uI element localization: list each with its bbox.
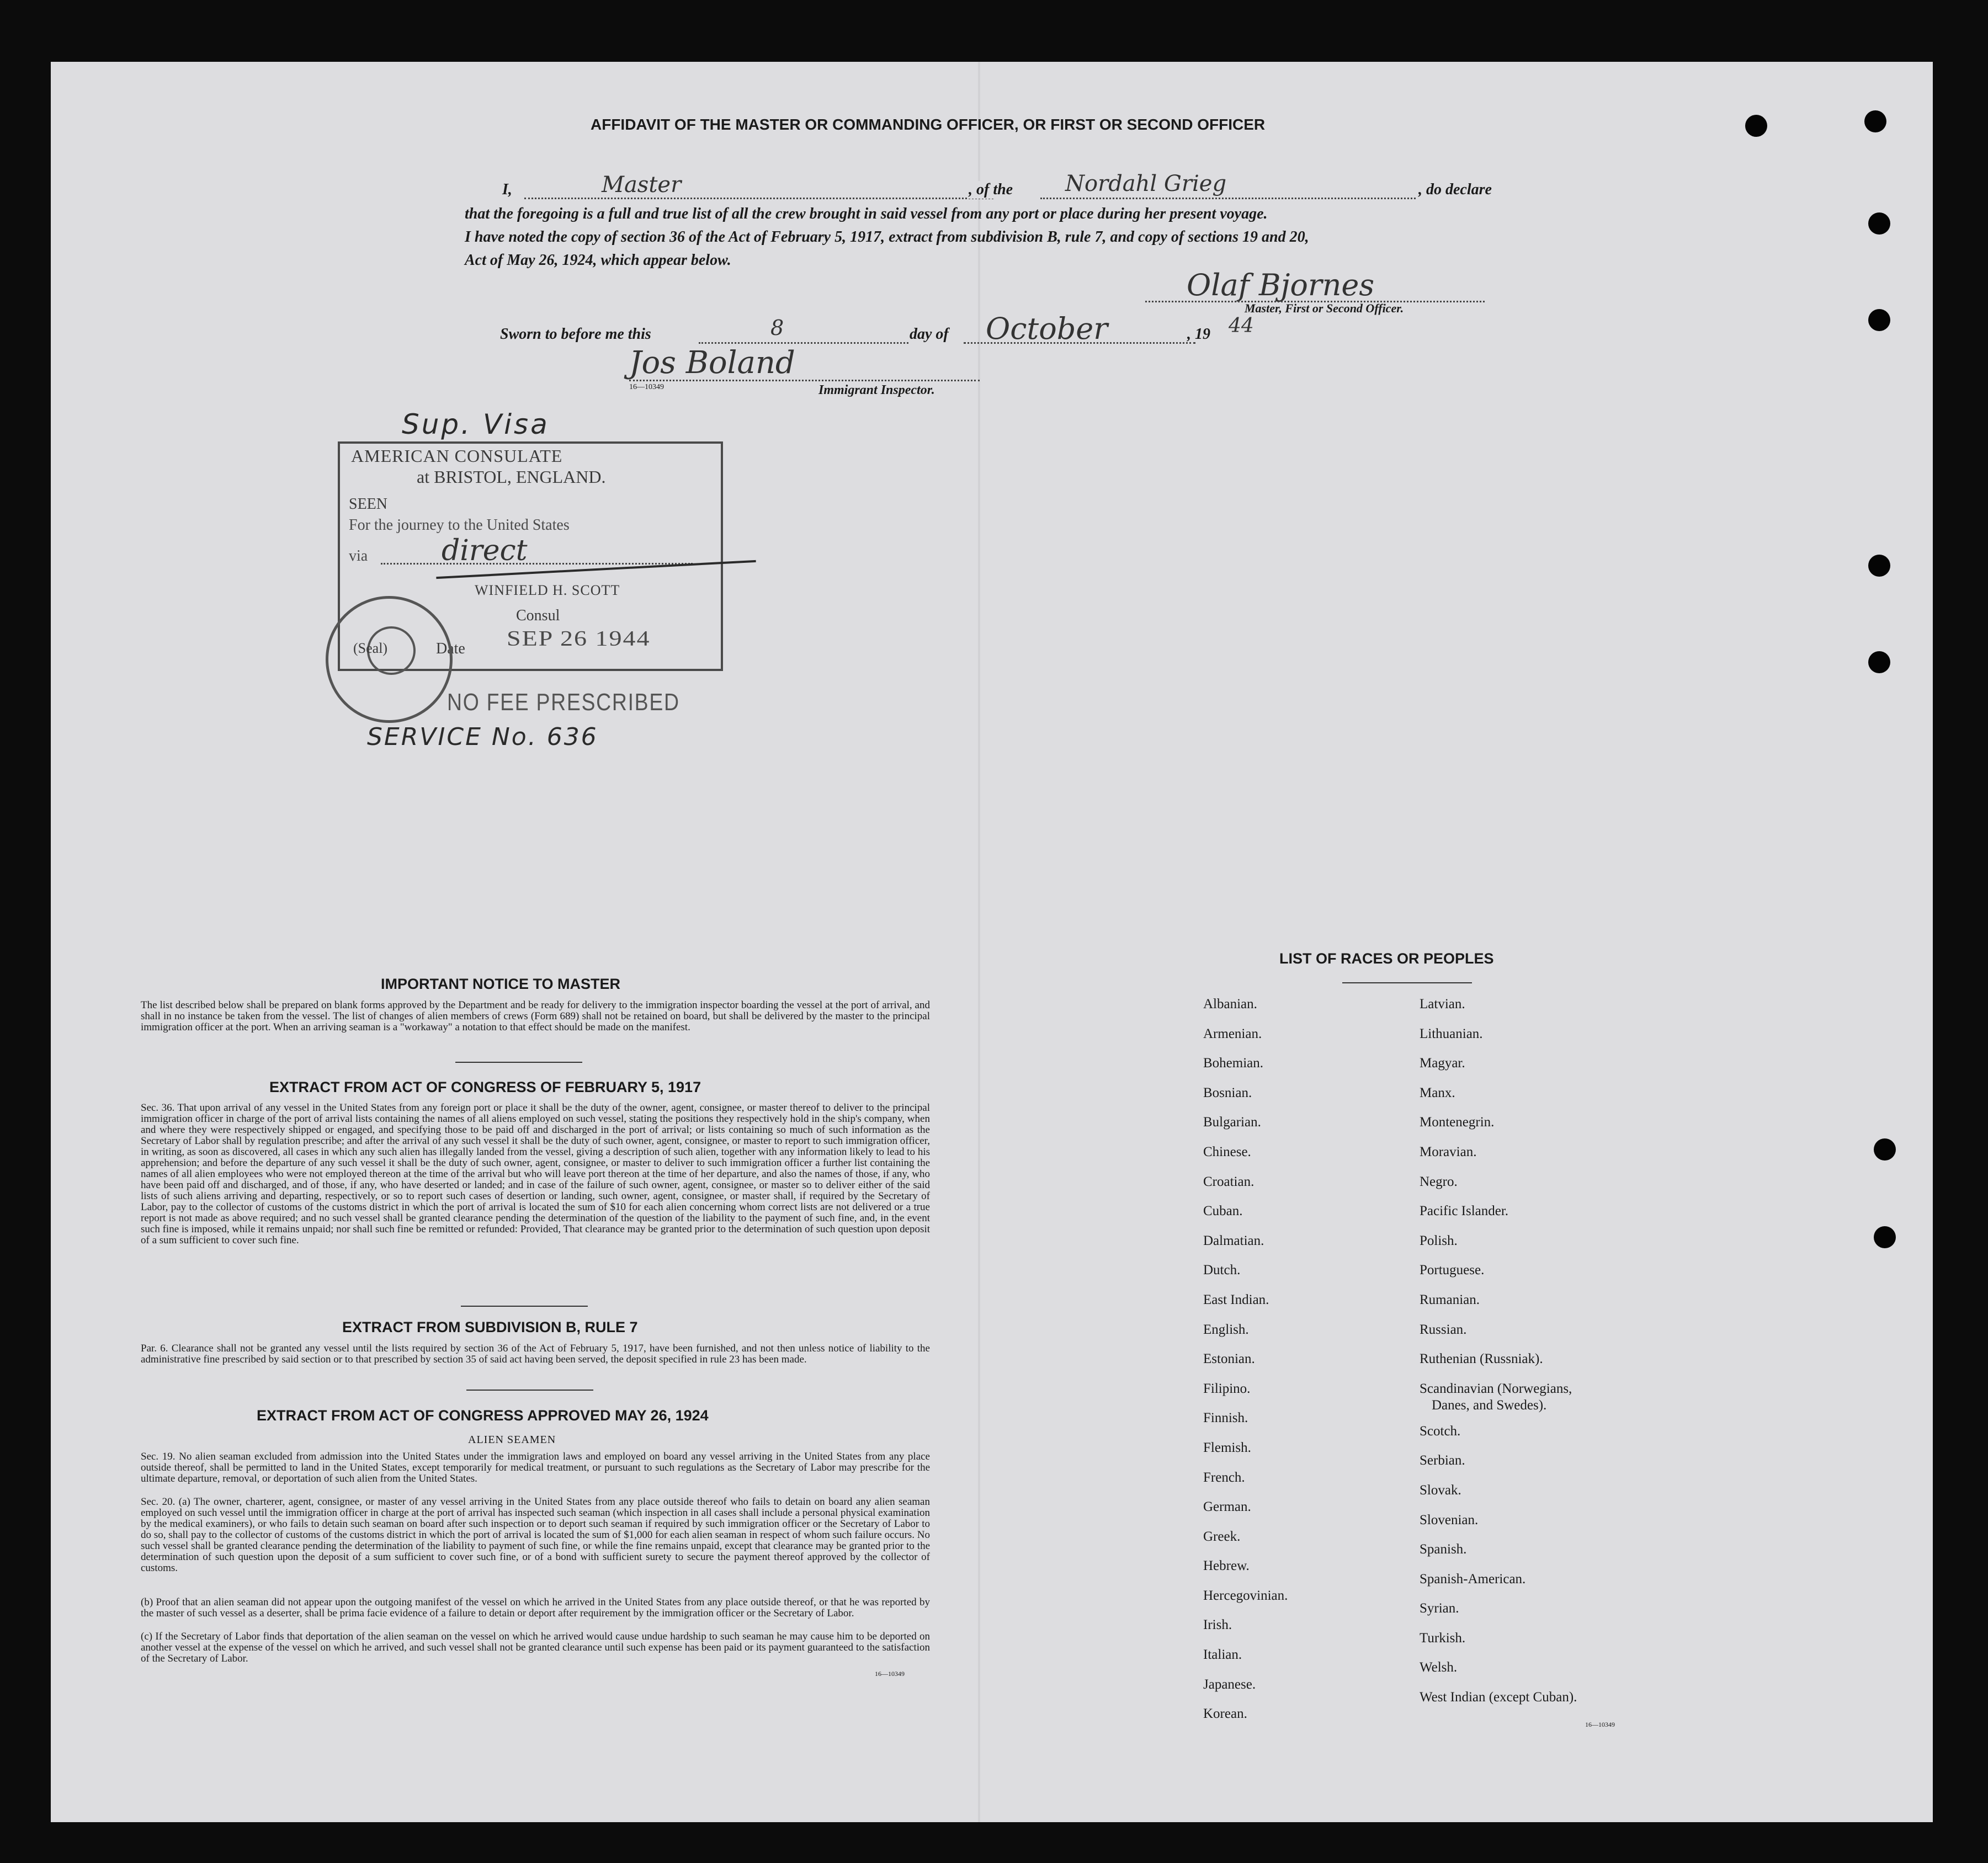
punch-hole (1745, 115, 1767, 137)
stamp-seal-label: (Seal) (353, 640, 388, 656)
inspector-line (629, 380, 980, 381)
divider (1342, 982, 1472, 983)
inspector-signature: Jos Boland (629, 345, 795, 381)
race-item: Greek. (1203, 1529, 1241, 1544)
day-of-label: day of (910, 326, 949, 343)
race-item: Danes, and Swedes). (1432, 1397, 1547, 1413)
race-item: Turkish. (1420, 1630, 1466, 1646)
race-item: Welsh. (1420, 1660, 1458, 1675)
extract-1924-sec20a: Sec. 20. (a) The owner, charterer, agent, consignee, or master of any vessel arriving in the United States from any place outside thereof who fails to detain on board any alien seaman employed on such vessel until the immigration officer in charge at the port of arrival has inspected such seaman (which inspection in all cases shall include a personal physical examination by the medical examiners), or who fails to detain such seaman on board after such inspection or to deport such seaman if required by such immigration officer or the Secretary of Labor to do so, shall pay to the collector of customs of the customs district in which the port of arrival is located the sum of $1,000 for each alien seaman in respect of whom such failure occurs. No such vessel shall be granted clearance pending the determination of the liability to payment of such fine, or while the fine remains unpaid, except that clearance may be granted prior to the determination of such question upon the deposit of a sum sufficient to cover such fine, or of a bond with sufficient surety to secure the payment thereof approved by the collector of customs. (141, 1496, 930, 1574)
races-column-1 (1203, 989, 1402, 1729)
race-item: Italian. (1203, 1647, 1242, 1663)
race-item: Lithuanian. (1420, 1026, 1483, 1041)
divider (466, 1390, 593, 1391)
race-item: Serbian. (1420, 1453, 1465, 1468)
affidavit-title: AFFIDAVIT OF THE MASTER OR COMMANDING OFFICER, OR FIRST OR SECOND OFFICER (591, 116, 1266, 133)
stamp-date-value: SEP 26 1944 (507, 626, 651, 651)
race-item: Korean. (1203, 1706, 1247, 1722)
form-number: 16—10349 (629, 383, 664, 391)
no-fee-stamp: NO FEE PRESCRIBED (447, 689, 680, 716)
of-the-label: , of the (969, 181, 1013, 198)
race-item: Ruthenian (Russniak). (1420, 1351, 1543, 1367)
race-item: Flemish. (1203, 1440, 1251, 1455)
punch-hole (1868, 309, 1890, 331)
rank-line (524, 198, 993, 199)
punch-hole (1868, 555, 1890, 577)
race-item: Hebrew. (1203, 1558, 1250, 1574)
race-item: Hercegovinian. (1203, 1588, 1288, 1603)
race-item: East Indian. (1203, 1292, 1269, 1307)
extract-1917-title: EXTRACT FROM ACT OF CONGRESS OF FEBRUARY 5, 1917 (269, 1079, 701, 1095)
race-item: Finnish. (1203, 1410, 1248, 1426)
extract-1924-sec19: Sec. 19. No alien seaman excluded from admission into the United States under the immigration laws and employed on board any vessel arriving in the United States from any place outside thereof, shall be permitted to land in the United States, except temporarily for medical treatment, or pursuant to such regulations as the Secretary of Labor may prescribe for the ultimate departure, removal, or deportation of such alien from the United States. (141, 1451, 930, 1484)
race-item: Negro. (1420, 1174, 1458, 1189)
extract-1924-title: EXTRACT FROM ACT OF CONGRESS APPROVED MAY 26, 1924 (257, 1407, 709, 1424)
race-item: Slovenian. (1420, 1512, 1479, 1527)
punch-hole (1864, 110, 1886, 132)
race-item: Latvian. (1420, 997, 1465, 1012)
race-item: Irish. (1203, 1617, 1232, 1633)
race-item: Spanish. (1420, 1542, 1467, 1557)
vessel-name: Nordahl Grieg (1065, 171, 1227, 196)
stamp-consulate-name: AMERICAN CONSULATE (351, 446, 563, 466)
race-item: Filipino. (1203, 1381, 1251, 1396)
stamp-consul-name: WINFIELD H. SCOTT (475, 582, 620, 598)
stamp-via: via (349, 547, 368, 565)
races-title: LIST OF RACES OR PEOPLES (1279, 950, 1494, 967)
race-item: Bosnian. (1203, 1085, 1252, 1100)
sworn-prefix: Sworn to before me this (500, 326, 651, 343)
race-item: Dalmatian. (1203, 1233, 1264, 1248)
race-item: German. (1203, 1499, 1251, 1515)
notice-title: IMPORTANT NOTICE TO MASTER (381, 976, 620, 992)
punch-hole (1868, 651, 1890, 673)
sworn-year: 44 (1229, 315, 1254, 337)
extract-1924-sec20b: (b) Proof that an alien seaman did not appear upon the outgoing manifest of the vessel on which he arrived in the United States from any place outside thereof, or that he was reported by the master of such vessel as a deserter, shall be prima facie evidence of a failure to detain or deport after requirement by the immigration officer or the Secretary of Labor. (141, 1596, 930, 1619)
race-item: Scotch. (1420, 1423, 1461, 1439)
extract-1924-sec20c: (c) If the Secretary of Labor finds that deportation of the alien seaman on the vessel on which he arrived would cause undue hardship to such seaman he may cause him to be deported on another vessel at the expense of the vessel on which he arrived, and such vessel shall not be granted clearance until such expense has been paid or its payment guaranteed to the satisfaction of the Secretary of Labor. (141, 1631, 930, 1664)
stamp-journey: For the journey to the United States (349, 517, 570, 534)
race-item: Japanese. (1203, 1676, 1256, 1692)
race-item: Spanish-American. (1420, 1571, 1526, 1587)
race-item: French. (1203, 1470, 1245, 1485)
extract-form-number: 16—10349 (875, 1670, 905, 1678)
punch-hole (1874, 1226, 1896, 1248)
pronoun-i: I, (502, 181, 512, 198)
race-item: Bulgarian. (1203, 1115, 1261, 1130)
stamp-consulate-place: at BRISTOL, ENGLAND. (417, 467, 606, 487)
races-column-2 (1420, 989, 1729, 1712)
inspector-caption: Immigrant Inspector. (818, 383, 935, 397)
stamp-date-label: Date (436, 640, 465, 657)
extract-1924-subtitle: ALIEN SEAMEN (468, 1434, 556, 1446)
stamp-seen: SEEN (349, 496, 387, 513)
race-item: Portuguese. (1420, 1263, 1485, 1278)
race-item: Polish. (1420, 1233, 1458, 1248)
race-item: Albanian. (1203, 997, 1257, 1012)
service-number: SERVICE No. 636 (367, 723, 598, 751)
rank-value: Master (602, 172, 682, 198)
day-line (699, 342, 908, 344)
punch-hole (1868, 212, 1890, 235)
vessel-line (1040, 198, 1416, 199)
punch-hole (1874, 1138, 1896, 1161)
race-item: Syrian. (1420, 1601, 1459, 1616)
race-item: Croatian. (1203, 1174, 1255, 1189)
extract-rule7-body: Par. 6. Clearance shall not be granted any vessel until the lists required by section 36 of the Act of February 5, 1917, have been furnished, and not then unless notice of liability to the administrative fine prescribed by said section or to that prescribed by section 35 of said act having been served, the deposit specified in rule 23 has been made. (141, 1343, 930, 1365)
affidavit-line3: I have noted the copy of section 36 of the Act of February 5, 1917, extract from subdivision B, rule 7, and copy of sections 19 and 20, (465, 228, 1309, 246)
stamp-via-value: direct (442, 534, 528, 567)
notice-body: The list described below shall be prepared on blank forms approved by the Department and be ready for delivery to the immigration inspector boarding the vessel at the port of arrival, and shall in no instance be taken from the vessel. The list of changes of alien members of crews (Form 689) shall not be retained on board, but shall be delivered by the master to the principal immigration officer at the port. When an arriving seaman is a "workaway" a notation to that effect should be made on the manifest. (141, 999, 930, 1033)
affidavit-line4: Act of May 26, 1924, which appear below. (465, 252, 731, 269)
race-item: Montenegrin. (1420, 1115, 1495, 1130)
race-item: Chinese. (1203, 1144, 1251, 1159)
divider (461, 1306, 588, 1307)
race-item: Russian. (1420, 1322, 1467, 1337)
race-item: Estonian. (1203, 1351, 1255, 1367)
race-item: Rumanian. (1420, 1292, 1480, 1307)
via-line (381, 563, 693, 565)
divider (455, 1062, 582, 1063)
stamp-consul-label: Consul (516, 607, 560, 624)
affidavit-line1 (502, 171, 1507, 203)
sup-visa-note: Sup. Visa (402, 408, 550, 440)
races-form-number: 16—10349 (1585, 1721, 1615, 1728)
extract-rule7-title: EXTRACT FROM SUBDIVISION B, RULE 7 (342, 1319, 638, 1335)
sworn-month: October (986, 311, 1108, 346)
year-prefix: , 19 (1187, 326, 1210, 343)
sworn-day: 8 (770, 316, 784, 340)
race-item: Scandinavian (Norwegians, (1420, 1381, 1572, 1396)
race-item: Cuban. (1203, 1204, 1243, 1219)
affidavit-line2: that the foregoing is a full and true list of all the crew brought in said vessel from any port or place during her present voyage. (465, 205, 1268, 222)
signature-caption: Master, First or Second Officer. (1245, 301, 1404, 315)
race-item: Moravian. (1420, 1144, 1477, 1159)
sworn-line (500, 311, 1300, 348)
race-item: West Indian (except Cuban). (1420, 1690, 1577, 1705)
race-item: Manx. (1420, 1085, 1455, 1100)
race-item: Armenian. (1203, 1026, 1262, 1041)
race-item: Magyar. (1420, 1056, 1465, 1071)
do-declare-label: , do declare (1418, 181, 1492, 198)
extract-1917-body: Sec. 36. That upon arrival of any vessel in the United States from any foreign port or place it shall be the duty of the owner, agent, consignee, or master thereof to deliver to the principal immigration officer in charge of the port of arrival lists containing the names of all aliens employed on such vessel, stating the positions they respectively hold in the ship's company, when and where they were respectively shipped or engaged, and specifying those to be paid off and discharged in the port of arrival; or lists containing so much of such information as the Secretary of Labor shall by regulation prescribe; and after the arrival of any such vessel it shall be the duty of such owner, agent, consignee, or master to report to such immigration officer, in writing, as soon as discovered, all cases in which any such alien has illegally landed from the vessel, giving a description of such alien, together with any information likely to lead to his apprehension; and before the departure of any such vessel it shall be the duty of such owner, agent, consignee, or master to deliver to such immigration officer a further list containing the names of all alien employees who were not employed thereon at the time of the arrival but who will leave port thereon at the time of her departure, and also the names of those, if any, who have been paid off and discharged, and of those, if any, who have deserted or landed; and in case of the failure of such owner, agent, consignee, or master so to deliver either of the said lists of such aliens arriving and departing, respectively, or so to report such cases of desertion or landing, such owner, agent, consignee, or master shall, if required by the Secretary of Labor, pay to the collector of customs of the customs district in which the port of arrival is located the sum of $10 for each alien concerning whom correct lists are not delivered or a true report is not made as above required; and no such vessel shall be granted clearance pending the determination of the question of the liability to the payment of such fine, and, in the event such fine is imposed, while it remains unpaid; nor shall such fine be remitted or refunded: Provided, That clearance may be granted prior to the determination of such question upon deposit of a sum sufficient to cover such fine. (141, 1102, 930, 1246)
master-signature: Olaf Bjornes (1187, 268, 1375, 302)
race-item: Dutch. (1203, 1263, 1241, 1278)
race-item: Bohemian. (1203, 1056, 1264, 1071)
race-item: Slovak. (1420, 1482, 1461, 1498)
race-item: Pacific Islander. (1420, 1204, 1509, 1219)
race-item: English. (1203, 1322, 1249, 1337)
